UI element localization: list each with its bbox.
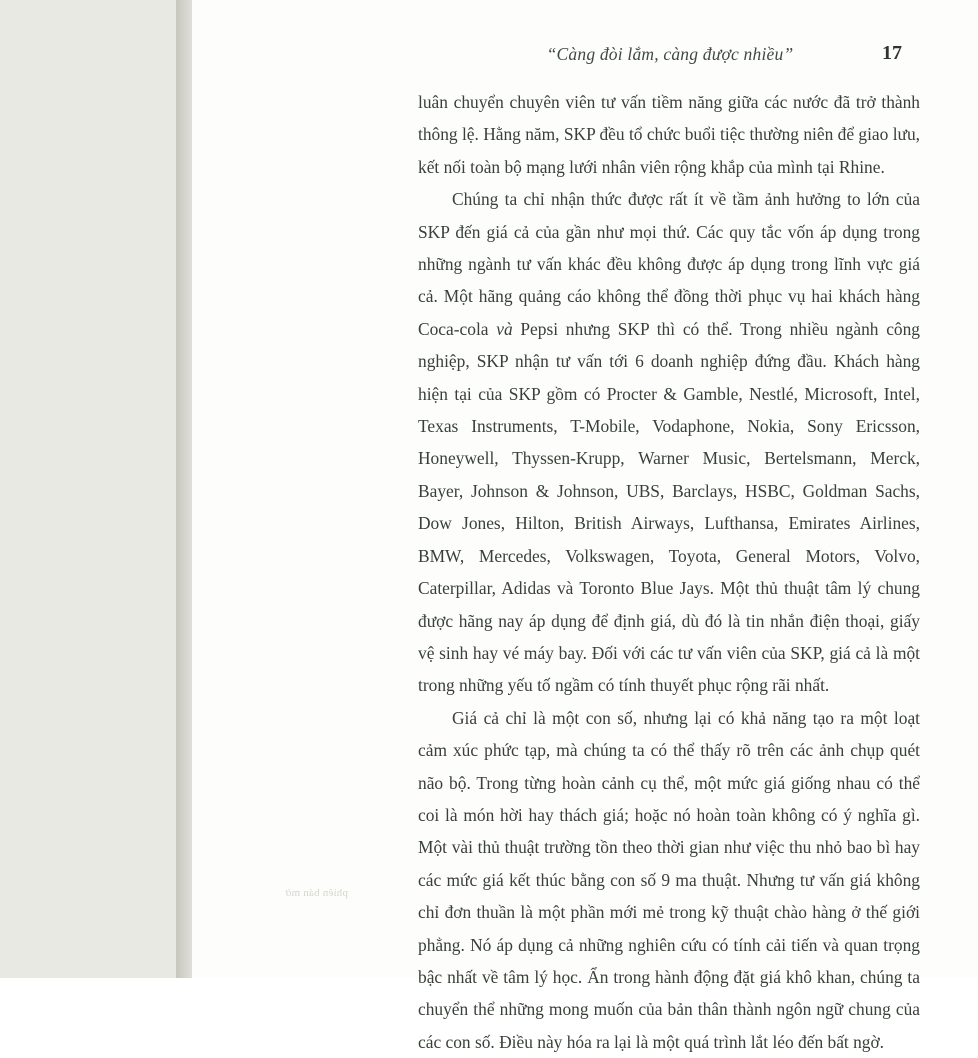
bleed-through-text: phiên bản mờ — [285, 887, 348, 899]
running-head: “Càng đòi lắm, càng được nhiều” — [546, 44, 794, 64]
paragraph-2-part-2: Pepsi nhưng SKP thì có thể. Trong nhiều ngành công nghiệp, SKP nhận tư vấn tới 6 doanh nghiệp đứng đầu. Khách hàng hiện tại của SKP gồm có Procter & Gamble, Nestlé, Microsoft, Intel, Texas Instruments, T-Mobile, Vodaphone, Nokia, Sony Ericsson, Honeywell, Thyssen-Krupp, Warner Music, Bertelsmann, Merck, Bayer, Johnson & Johnson, UBS, Barclays, HSBC, Goldman Sachs, Dow Jones, Hilton, British Airways, Lufthansa, Emirates Airlines, BMW, Mercedes, Volkswagen, Toyota, General Motors, Volvo, Caterpillar, Adidas và Toronto Blue Jays. Một thủ thuật tâm lý chung được hãng nay áp dụng để định giá, dù đó là tin nhắn điện thoại, giấy vệ sinh hay vé máy bay. Đối với các tư vấn viên của SKP, giá cả là một trong những yếu tố ngầm có tính thuyết phục rộng rãi nhất. — [418, 318, 920, 696]
body-text — [418, 86, 920, 1058]
book-binding-gutter — [0, 0, 192, 978]
paragraph-1: luân chuyển chuyên viên tư vấn tiềm năng giữa các nước đã trở thành thông lệ. Hằng năm, SKP đều tổ chức buổi tiệc thường niên để giao lưu, kết nối toàn bộ mạng lưới nhân viên rộng khắp của mình tại Rhine. — [418, 92, 920, 177]
paragraph-2-italic: và — [496, 318, 513, 339]
paragraph-2 — [418, 183, 920, 702]
page-paper — [192, 0, 978, 1052]
paragraph-3: Giá cả chỉ là một con số, nhưng lại có khả năng tạo ra một loạt cảm xúc phức tạp, mà chúng ta có thể thấy rõ trên các ảnh chụp quét não bộ. Trong từng hoàn cảnh cụ thể, một mức giá giống nhau có thể coi là món hời hay thách giá; hoặc nó hoàn toàn không có ý nghĩa gì. Một vài thủ thuật trường tồn theo thời gian như việc thu nhỏ bao bì hay các mức giá kết thúc bằng con số 9 ma thuật. Nhưng tư vấn giá không chỉ đơn thuần là một phần mới mẻ trong kỹ thuật chào hàng ở thế giới phẳng. Nó áp dụng cả những nghiên cứu có tính cải tiến và quan trọng bậc nhất về tâm lý học. Ẩn trong hành động đặt giá khô khan, chúng ta chuyển thể những mong muốn của bản thân thành ngôn ngữ chung của các con số. Điều này hóa ra lại là một quá trình lắt léo đến bất ngờ. — [418, 707, 920, 1052]
paragraph-2-part-1: Chúng ta chỉ nhận thức được rất ít về tầm ảnh hưởng to lớn của SKP đến giá cả của gần như mọi thứ. Các quy tắc vốn áp dụng trong những ngành tư vấn khác đều không được áp dụng trong lĩnh vực giá cả. Một hãng quảng cáo không thể đồng thời phục vụ hai khách hàng Coca-cola — [418, 189, 920, 339]
page-number: 17 — [882, 42, 902, 64]
